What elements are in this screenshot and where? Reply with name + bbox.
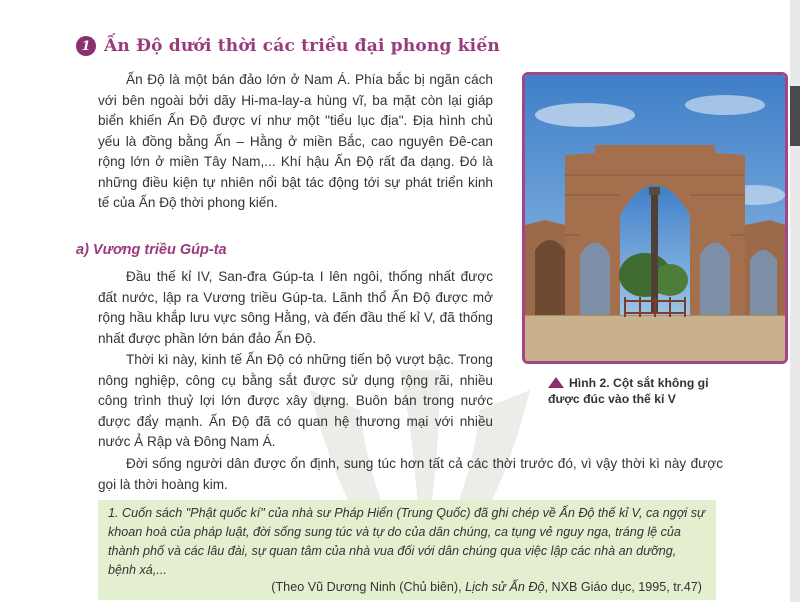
section-heading bbox=[76, 36, 500, 56]
caption-line-2: được đúc vào thế kỉ V bbox=[548, 392, 676, 406]
quote-source bbox=[271, 580, 702, 594]
subheading-gupta: a) Vương triều Gúp-ta bbox=[76, 242, 227, 258]
intro-paragraph: Ấn Độ là một bán đảo lớn ở Nam Á. Phía bắc bị ngăn cách với bên ngoài bởi dãy Hi-ma-lay-a hùng vĩ, ba mặt còn lại giáp biển khiến Ấn Độ được ví như một "tiểu lục địa". Địa hình chủ yếu là đồng bằng Ấn – Hằng ở miền Bắc, cao nguyên Đê-can rộng lớn ở miền Tây Nam,... Khí hậu Ấn Độ rất đa dạng. Đó là những điều kiện tự nhiên nổi bật tác động tới sự phát triển kinh tế của Ấn Độ thời phong kiến. bbox=[98, 72, 493, 210]
caption-triangle-icon bbox=[548, 377, 564, 388]
caption-line-1: Hình 2. Cột sắt không gỉ bbox=[569, 376, 709, 390]
gupta-paragraph-3: Đời sống người dân được ổn định, sung túc hơn tất cả các thời trước đó, vì vậy thời kì này được gọi là thời hoàng kim. bbox=[98, 456, 723, 492]
figure-caption bbox=[548, 375, 768, 407]
quote-text: 1. Cuốn sách "Phật quốc kí" của nhà sư Pháp Hiển (Trung Quốc) đã ghi chép về Ấn Độ thế kỉ V, ca ngợi sự khoan hoà của pháp luật, đời sống sung túc và tự do của dân chúng, ca tụng vẻ nguy nga, tráng lệ của thành phố và các lâu đài, sự quan tâm của nhà vua đối với dân chúng qua việc lập các nhà an dưỡng, bệnh xá,... bbox=[108, 506, 705, 577]
quote-source-suffix: , NXB Giáo dục, 1995, tr.47) bbox=[544, 580, 702, 594]
section-title: Ấn Độ dưới thời các triều đại phong kiến bbox=[104, 36, 500, 56]
section-number-badge: 1 bbox=[76, 36, 96, 56]
page-edge-tab bbox=[790, 86, 800, 146]
quote-source-prefix: (Theo Vũ Dương Ninh (Chủ biên), bbox=[271, 580, 466, 594]
page-edge-strip bbox=[790, 0, 800, 602]
gupta-paragraph-1: Đầu thế kỉ IV, San-đra Gúp-ta I lên ngôi, thống nhất được đất nước, lập ra Vương triều Gúp-ta. Lãnh thổ Ấn Độ được mở rộng hầu khắp lưu vực sông Hằng, và đến đầu thế kỉ V, đã thống nhất được phần lớn bán đảo Ấn Độ. bbox=[98, 269, 493, 346]
gupta-paragraph-2: Thời kì này, kinh tế Ấn Độ có những tiến bộ vượt bậc. Trong nông nghiệp, công cụ bằng sắt được sử dụng rộng rãi, nhiều công trình thuỷ lợi lớn được xây dựng. Buôn bán trong nước được đẩy mạnh. Ấn Độ đã có quan hệ thương mại với nhiều nước Ả Rập và Đông Nam Á. bbox=[98, 352, 493, 449]
iron-pillar-photo bbox=[522, 72, 788, 364]
quote-box bbox=[98, 500, 716, 600]
quote-source-book: Lịch sử Ấn Độ bbox=[465, 580, 545, 594]
